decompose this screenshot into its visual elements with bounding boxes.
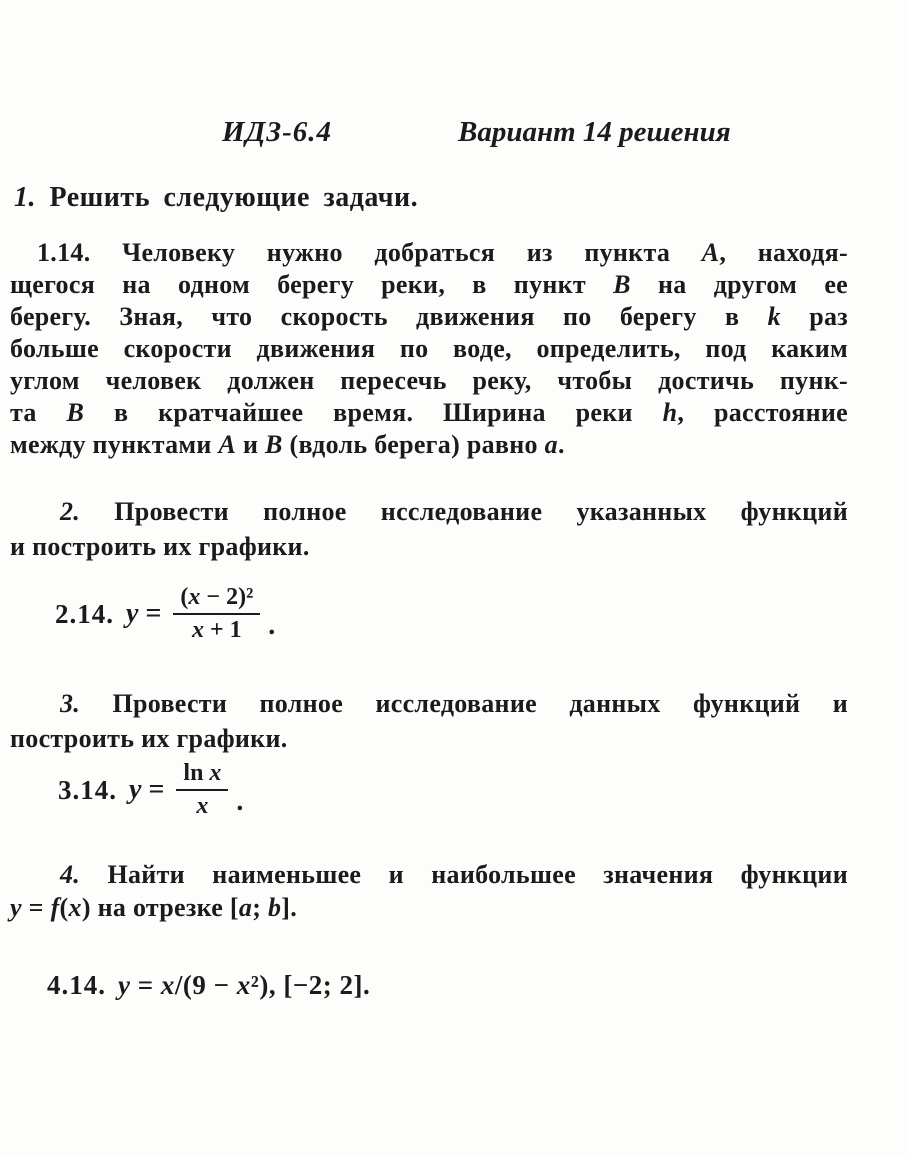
text-line: и построить их графики. xyxy=(10,532,310,561)
text-line: берегу. Зная, что скорость движения по берегу в k раз xyxy=(10,302,849,331)
formula-period: . xyxy=(268,610,276,641)
fraction-numerator: (x − 2)² xyxy=(180,584,254,610)
text-line: углом человек должен пересечь реку, чтобы достичь пунк- xyxy=(10,366,848,395)
formula-label: 2.14. xyxy=(55,598,114,629)
document-variant-title: Вариант 14 решения xyxy=(458,116,731,148)
formula-2-14 xyxy=(55,584,275,644)
text-line: 4. Найти наименьшее и наибольшее значения функции xyxy=(60,860,848,889)
text-line: щегося на одном берегу реки, в пункт B на другом ее xyxy=(10,270,849,299)
fraction-numerator: ln x xyxy=(183,760,222,786)
fraction xyxy=(176,760,228,820)
text-line: та B в кратчайшее время. Ширина реки h, расстояние xyxy=(10,398,848,427)
formula-lhs: y = xyxy=(126,598,162,629)
problem-1-heading: 1. Решить следующие задачи. xyxy=(14,182,419,213)
formula-period: . xyxy=(236,786,244,817)
text-line: 2. Провести полное нсследование указанных функций xyxy=(60,497,848,526)
problem-2-paragraph xyxy=(10,494,848,564)
fraction-denominator: x xyxy=(196,793,209,819)
text-line: между пунктами A и B (вдоль берега) равно a. xyxy=(10,430,565,459)
problem-3-paragraph xyxy=(10,686,848,756)
formula-expression: y = x/(9 − x²), [−2; 2]. xyxy=(118,970,371,1000)
formula-label: 3.14. xyxy=(58,774,117,805)
fraction-denominator: x + 1 xyxy=(192,617,242,643)
problem-1-14-paragraph xyxy=(10,237,848,461)
document-code: ИДЗ-6.4 xyxy=(222,116,333,148)
text-line: 3. Провести полное исследование данных функций и xyxy=(60,689,848,718)
formula-4-14 xyxy=(47,970,370,1001)
formula-lhs: y = xyxy=(129,774,165,805)
text-line: y = f(x) на отрезке [a; b]. xyxy=(10,893,298,922)
problem-4-paragraph xyxy=(10,858,848,924)
formula-label: 4.14. xyxy=(47,970,106,1000)
text-line: 1.14. Человеку нужно добраться из пункта A, находя- xyxy=(37,238,848,267)
fraction xyxy=(173,584,260,644)
text-line: больше скорости движения по воде, определить, под каким xyxy=(10,334,848,363)
text-line: построить их графики. xyxy=(10,724,288,753)
formula-3-14 xyxy=(58,760,243,820)
